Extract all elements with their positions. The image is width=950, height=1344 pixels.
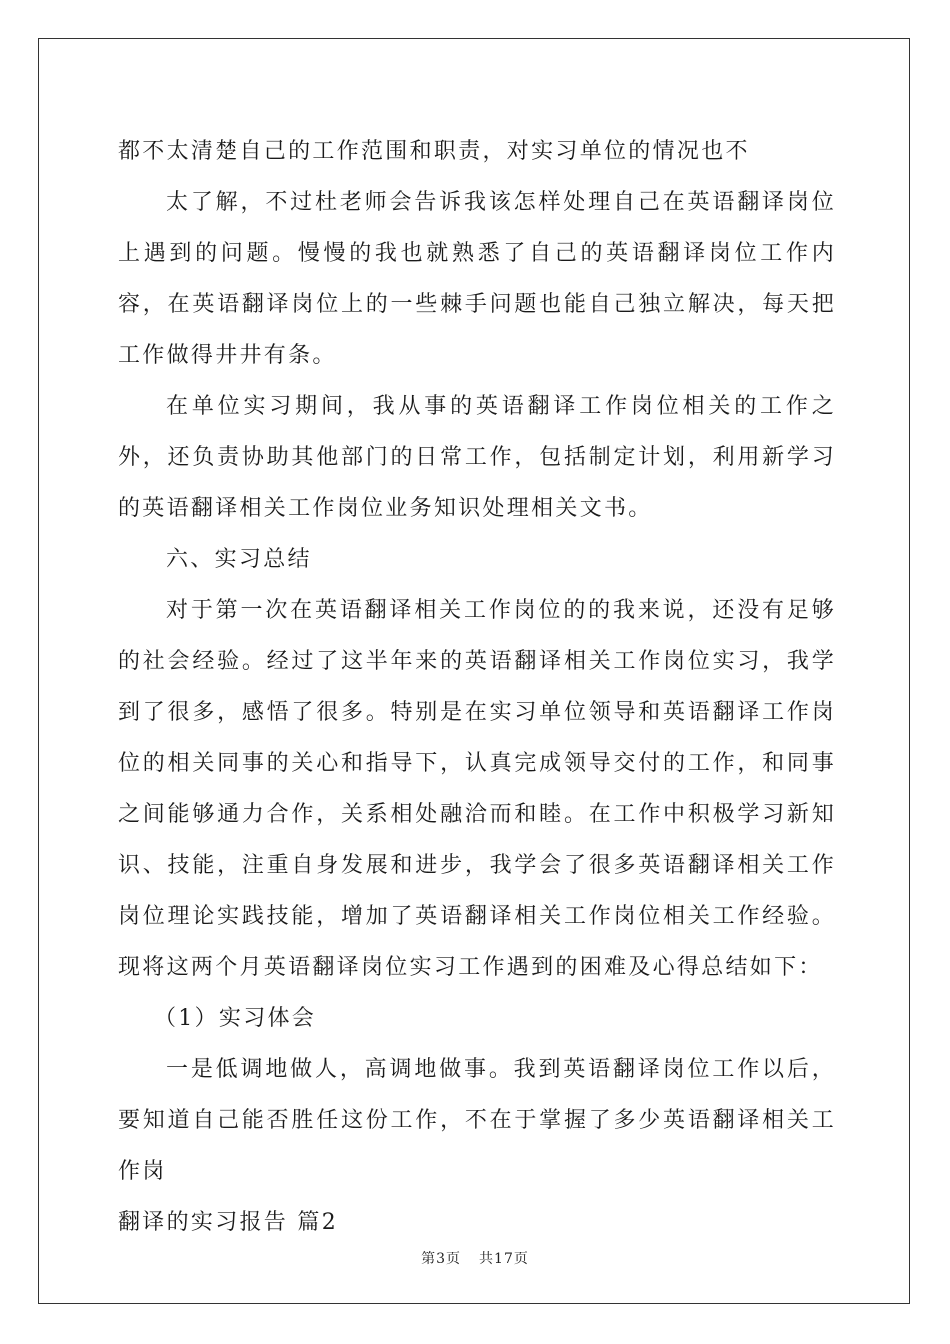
section-heading: 六、实习总结 xyxy=(166,547,312,572)
page-number: 第3页 xyxy=(421,1251,462,1267)
paragraph-summary: 对于第一次在英语翻译相关工作岗位的的我来说，还没有足够的社会经验。经过了这半年来的英语翻译相关工作岗位实习，我学到了很多，感悟了很多。特别是在实习单位领导和英语翻译工作岗位的相关同事的关心和指导下，认真完成领导交付的工作，和同事之间能够通力合作，关系相处融洽而和睦。在工作中积极学习新知识、技能，注重自身发展和进步，我学会了很多英语翻译相关工作岗位理论实践技能，增加了英语翻译相关工作岗位相关工作经验。现将这两个月英语翻译岗位实习工作遇到的困难及心得总结如下： xyxy=(118,598,836,980)
document-body xyxy=(118,126,836,1248)
paragraph-continuation: 都不太清楚自己的工作范围和职责，对实习单位的情况也不 xyxy=(118,139,750,164)
page-total: 共17页 xyxy=(479,1251,529,1267)
page-footer xyxy=(0,1248,950,1268)
subsection-heading: （1）实习体会 xyxy=(154,1006,317,1031)
paragraph-experience: 一是低调地做人，高调地做事。我到英语翻译岗位工作以后，要知道自己能否胜任这份工作，不在于掌握了多少英语翻译相关工作岗 xyxy=(118,1057,836,1184)
trailing-title: 翻译的实习报告 篇2 xyxy=(118,1210,338,1235)
paragraph-translation-duties: 太了解，不过杜老师会告诉我该怎样处理自己在英语翻译岗位上遇到的问题。慢慢的我也就熟悉了自己的英语翻译岗位工作内容，在英语翻译岗位上的一些棘手问题也能自己独立解决，每天把工作做得井井有条。 xyxy=(118,190,836,368)
paragraph-internship-period: 在单位实习期间，我从事的英语翻译工作岗位相关的工作之外，还负责协助其他部门的日常工作，包括制定计划，利用新学习的英语翻译相关工作岗位业务知识处理相关文书。 xyxy=(118,394,836,521)
